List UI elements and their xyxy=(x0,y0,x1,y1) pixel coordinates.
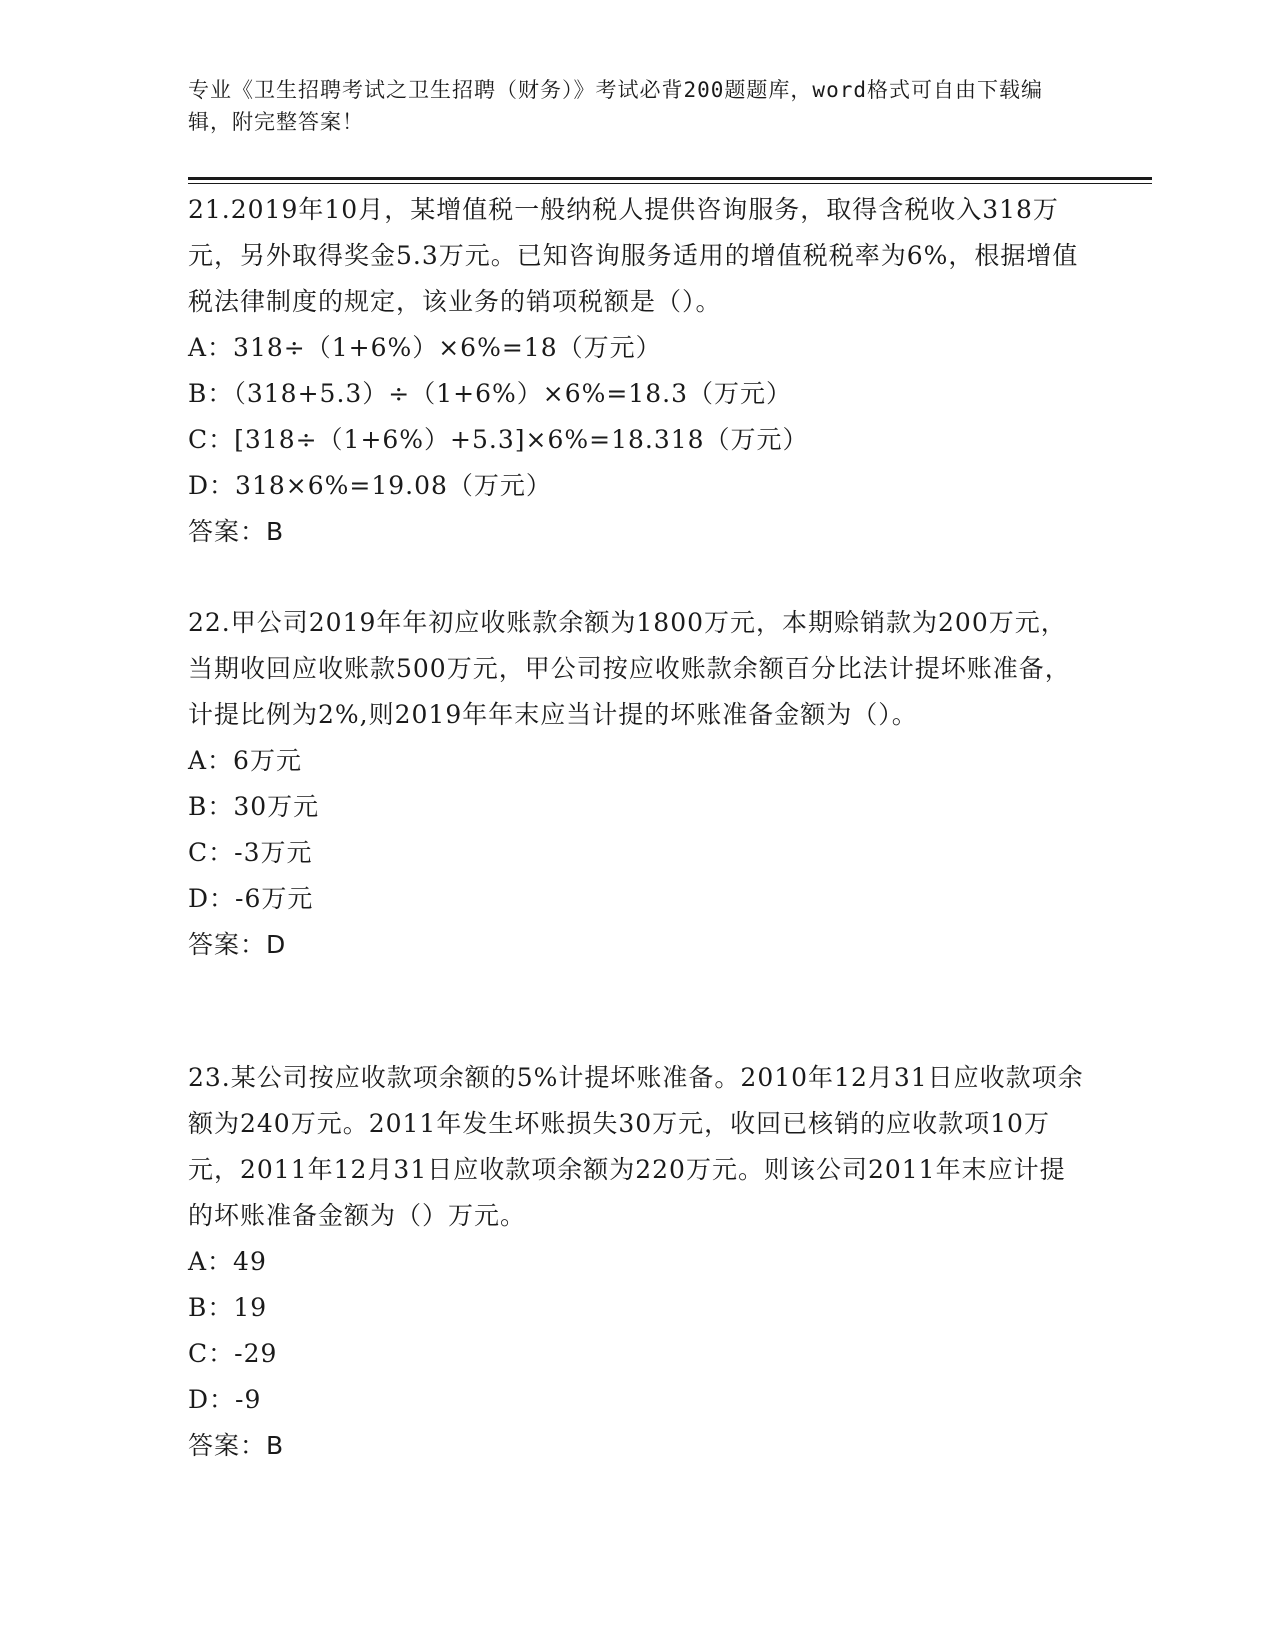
answer-line: 答案：B xyxy=(188,517,285,546)
option-a: A：318÷（1+6%）×6%=18（万元） xyxy=(188,333,662,362)
question-21 xyxy=(188,187,1088,555)
option-d: D：-9 xyxy=(188,1385,262,1414)
option-c: C：[318÷（1+6%）+5.3]×6%=18.318（万元） xyxy=(188,425,809,454)
document-header: 专业《卫生招聘考试之卫生招聘（财务）》考试必背200题题库，word格式可自由下载编辑，附完整答案！ xyxy=(188,78,1043,134)
question-22 xyxy=(188,600,1088,968)
option-c: C：-3万元 xyxy=(188,838,313,867)
option-c: C：-29 xyxy=(188,1339,278,1368)
answer-line: 答案：B xyxy=(188,1431,285,1460)
option-a: A：6万元 xyxy=(188,746,302,775)
option-b: B：19 xyxy=(188,1293,268,1322)
option-d: D：318×6%=19.08（万元） xyxy=(188,471,552,500)
question-stem: 23.某公司按应收款项余额的5%计提坏账准备。2010年12月31日应收款项余额为240万元。2011年发生坏账损失30万元，收回已核销的应收款项10万元，2011年12月31日应收款项余额为220万元。则该公司2011年末应计提的坏账准备金额为（）万元。 xyxy=(188,1063,1084,1230)
option-b: B：30万元 xyxy=(188,792,320,821)
option-a: A：49 xyxy=(188,1247,267,1276)
header-divider-thin xyxy=(188,183,1152,184)
answer-line: 答案：D xyxy=(188,930,287,959)
option-d: D：-6万元 xyxy=(188,884,314,913)
header-divider-thick xyxy=(188,177,1152,180)
question-23 xyxy=(188,1055,1088,1469)
question-stem: 21.2019年10月，某增值税一般纳税人提供咨询服务，取得含税收入318万元，另外取得奖金5.3万元。已知咨询服务适用的增值税税率为6%，根据增值税法律制度的规定，该业务的销项税额是（）。 xyxy=(188,195,1079,316)
question-stem: 22.甲公司2019年年初应收账款余额为1800万元，本期赊销款为200万元，当期收回应收账款500万元，甲公司按应收账款余额百分比法计提坏账准备，计提比例为2%,则2019年年末应当计提的坏账准备金额为（）。 xyxy=(188,608,1071,729)
option-b: B：（318+5.3）÷（1+6%）×6%=18.3（万元） xyxy=(188,379,792,408)
